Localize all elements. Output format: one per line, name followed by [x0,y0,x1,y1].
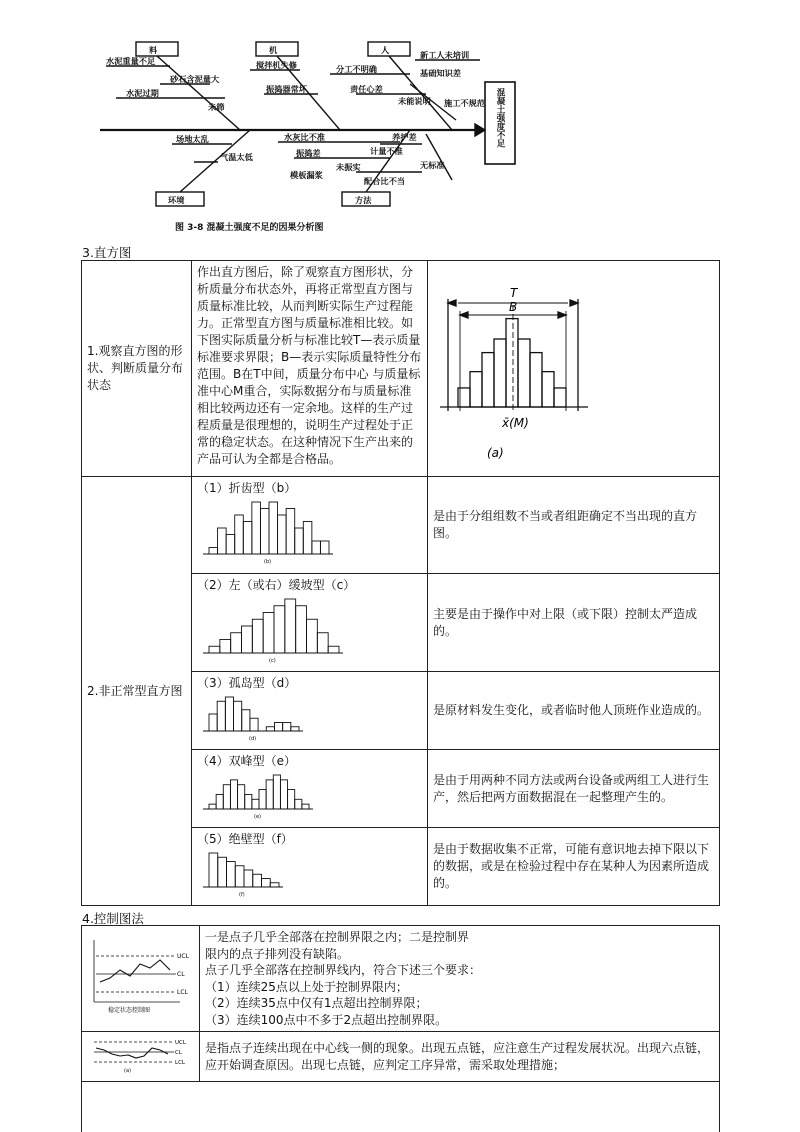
histogram-bar [252,799,259,809]
histogram-bar [266,727,274,731]
control-row1-line: 点子几乎全部落在控制界线内，符合下述三个要求： [205,963,482,977]
histogram-bar [470,372,482,407]
histogram-bar [243,522,252,555]
histogram-caption: (b) [264,559,272,564]
histogram-bar [250,718,258,731]
control-row2-text: 是指点子连续出现在中心线一侧的现象。出现五点链，应注意生产过程发展状况。出现六点链，应开始调查原因。出现七点链，应判定工序异常，需采取处理措施； [200,1032,720,1082]
histogram-bar [320,541,329,554]
histogram-bar [288,790,295,809]
abnormal-case-title: （4）双峰型（e） [197,754,297,768]
chain-ucl-label: UCL [175,1040,186,1046]
control-row1-line: （1）连续25点以上处于控制界限内； [205,979,408,994]
histogram-bar [226,535,235,555]
fishbone-cause: 新工人未培训 [420,50,470,60]
histogram-bar [312,541,321,554]
abnormal-case-explanation: 是由于分组组数不当或者组距确定不当出现的直方图。 [428,477,720,574]
histogram-bar [283,723,291,732]
fishbone-cause: 施工不规范 [444,98,485,108]
histogram-bar [262,879,271,888]
histogram-bar [231,633,242,653]
normal-fig-center-label: x̄(M) [502,416,529,430]
abnormal-case-explanation: 是由于数据收集不正常，可能有意识地去掉下限以下的数据，或是在检验过程中存在某种人为因素所造成的。 [428,828,720,906]
fishbone-cause: 水泥过期 [126,88,159,98]
histogram-bar [227,862,236,888]
histogram-bar [494,339,506,407]
control-row1-line: 限内的点子排列没有缺陷。 [205,946,350,961]
fishbone-cat-material: 料 [149,45,158,55]
histogram-bar [235,515,244,554]
abnormal-histogram-c [197,593,347,663]
histogram-bar [482,353,494,407]
histogram-bar [253,874,262,887]
histogram-bar [225,697,233,731]
fishbone-cause: 模板漏浆 [290,170,323,180]
fishbone-cause: 场地太乱 [176,134,209,144]
histogram-bar [263,613,274,654]
histogram-bar [220,640,231,654]
fishbone-cause: 未筛 [208,102,225,112]
abnormal-case-explanation: 是原材料发生变化，或者临时他人顶班作业造成的。 [428,672,720,750]
fishbone-cause: 振捣器常坏 [266,84,307,94]
control-empty-row [82,1082,720,1132]
fishbone-cause: 振捣差 [296,148,321,158]
histogram-bar [234,701,242,731]
histogram-bar [317,633,328,653]
histogram-bar [518,339,530,407]
histogram-bar [235,866,244,887]
histogram-caption: (c) [269,658,276,663]
histogram-bar [274,606,285,653]
chain-lcl-label: LCL [175,1060,185,1066]
histogram-bar [209,548,218,555]
abnormal-histogram-f [197,847,287,897]
histogram-bar [302,804,309,809]
fishbone-diagram [80,30,620,235]
fishbone-effect: 混凝土强度不足 [495,88,505,148]
histogram-bar [280,780,287,809]
histogram-bar [209,804,216,809]
control-row1-line: （2）连续35点中仅有1点超出控制界限； [205,996,428,1010]
control-stable-figure [82,926,200,1032]
control-row1-line: （3）连续100点中不多于2点超出控制界限。 [205,1012,448,1027]
histogram-bar [252,619,263,653]
normal-fig-T-label: T [510,286,518,300]
histogram-bar [554,388,566,407]
histogram-caption: (e) [254,814,261,819]
fishbone-cat-method: 方法 [355,195,372,205]
histogram-bar [216,794,223,809]
control-chart-heading: 4.控制图法 [82,911,144,926]
histogram-bar [278,515,287,554]
chain-cl-label: CL [175,1050,182,1056]
control-row1-line: 一是点子几乎全部落在控制界限之内；二是控制界 [205,930,470,944]
control-chart-table [81,925,720,1132]
fishbone-cause: 无标准 [420,160,445,170]
control-chain-figure [82,1032,200,1082]
control-row1-text [200,926,720,1032]
histogram-bar [252,502,261,554]
histogram-caption: (f) [239,892,245,897]
abnormal-case-4 [192,750,428,828]
abnormal-case-title: （1）折齿型（b） [197,481,297,495]
abnormal-case-title: （2）左（或右）缓坡型（c） [197,578,356,592]
abnormal-case-3 [192,672,428,750]
histogram-bar [269,502,278,554]
histogram-bar [506,319,518,407]
histogram-bar [286,509,295,555]
fishbone-cause: 计量不准 [370,146,403,156]
histogram-bar [242,710,250,731]
histogram-bar [209,853,218,887]
histogram-bar [217,701,225,731]
normal-fig-B-label: B [509,300,518,314]
histogram-bar [244,870,253,887]
histogram-table [81,260,720,906]
abnormal-case-1 [192,477,428,574]
histogram-bar [291,727,299,731]
control-chain-svg [84,1034,196,1074]
fishbone-cause: 未能说明 [398,96,431,106]
abnormal-case-5 [192,828,428,906]
histogram-bar [295,528,304,554]
histogram-bar [245,794,252,809]
abnormal-case-explanation: 主要是由于操作中对上限（或下限）控制太严造成的。 [428,574,720,672]
fishbone-cause: 水泥重量不足 [106,56,156,66]
histogram-bar [530,353,542,407]
fishbone-cause: 搅拌机失修 [256,60,297,70]
histogram-bar [230,780,237,809]
abnormal-case-explanation: 是由于用两种不同方法或两台设备或两组工人进行生产，然后把两方面数据混在一起整理产生的。 [428,750,720,828]
abnormal-case-title: （5）绝壁型（f） [197,832,293,846]
fishbone-cause: 基础知识差 [420,68,461,78]
normal-histogram-bars [458,319,566,407]
histogram-bar [223,785,230,809]
histogram-bar [218,857,227,887]
stable-ucl-label: UCL [177,953,189,960]
chain-caption: (a) [124,1068,131,1074]
stable-lcl-label: LCL [177,989,188,996]
abnormal-histogram-d [197,691,307,741]
histogram-bar [542,372,554,407]
fishbone-cause: 分工不明确 [336,64,377,74]
normal-histogram-svg [430,263,718,469]
histogram-caption: (d) [249,736,257,741]
abnormal-case-title: （3）孤岛型（d） [197,676,297,690]
stable-caption: 稳定状态控制图 [108,1007,151,1014]
normal-histogram-figure [428,261,720,477]
histogram-row1-description: 作出直方图后，除了观察直方图形状，分析质量分布状态外，再将正常型直方图与质量标准比较，从而判断实际生产过程能力。正常型直方图与质量标准相比较。如下图实际质量分析与标准比较T—表示质量标准要求界限；B—表示实际质量特性分布范围。B在T中间，质量分布中心 与质量标准中心M重合，实际数据分布与质量标准相比较两边还有一定余地。这样的生产过程质量是很理想的，说明生产过程处于正常的稳定状态。在这种情况下生产出来的产品可认为全都是合格品。 [192,261,428,477]
histogram-bar [260,509,269,555]
histogram-heading: 3.直方图 [82,245,132,260]
histogram-bar [238,785,245,809]
histogram-bar [266,780,273,809]
histogram-bar [295,799,302,809]
histogram-bar [270,883,279,887]
histogram-bar [209,646,220,653]
fishbone-caption: 图 3-8 混凝土强度不足的因果分析图 [175,223,324,233]
fishbone-cat-environment: 环境 [168,195,185,205]
fishbone-cat-man: 人 [381,45,390,55]
fishbone-cause: 养护差 [392,132,417,142]
normal-fig-caption: (a) [487,446,504,460]
histogram-bar [296,606,307,653]
histogram-bar [209,714,217,731]
abnormal-histogram-e [197,769,317,819]
control-stable-svg [84,930,196,1022]
fishbone-cause: 配合比不当 [364,176,405,186]
histogram-bar [303,522,312,555]
histogram-bar [218,528,227,554]
histogram-bar [273,775,280,809]
stable-cl-label: CL [177,971,185,978]
abnormal-case-2 [192,574,428,672]
histogram-bar [285,599,296,653]
histogram-bar [242,626,253,653]
histogram-row2-label: 2.非正常型直方图 [82,477,192,906]
fishbone-cause: 气温太低 [220,152,253,162]
fishbone-cause: 砂石含泥量大 [170,74,220,84]
histogram-bar [328,646,339,653]
fishbone-cause: 水灰比不准 [284,132,325,142]
histogram-bar [307,619,318,653]
histogram-bar [259,790,266,809]
abnormal-histogram-b [197,496,337,564]
fishbone-cause: 责任心差 [350,84,383,94]
histogram-bar [274,723,282,732]
fishbone-cause: 未振实 [336,162,361,172]
fishbone-cat-machine: 机 [269,45,278,55]
histogram-row1-label: 1.观察直方图的形状、判断质量分布状态 [82,261,192,477]
